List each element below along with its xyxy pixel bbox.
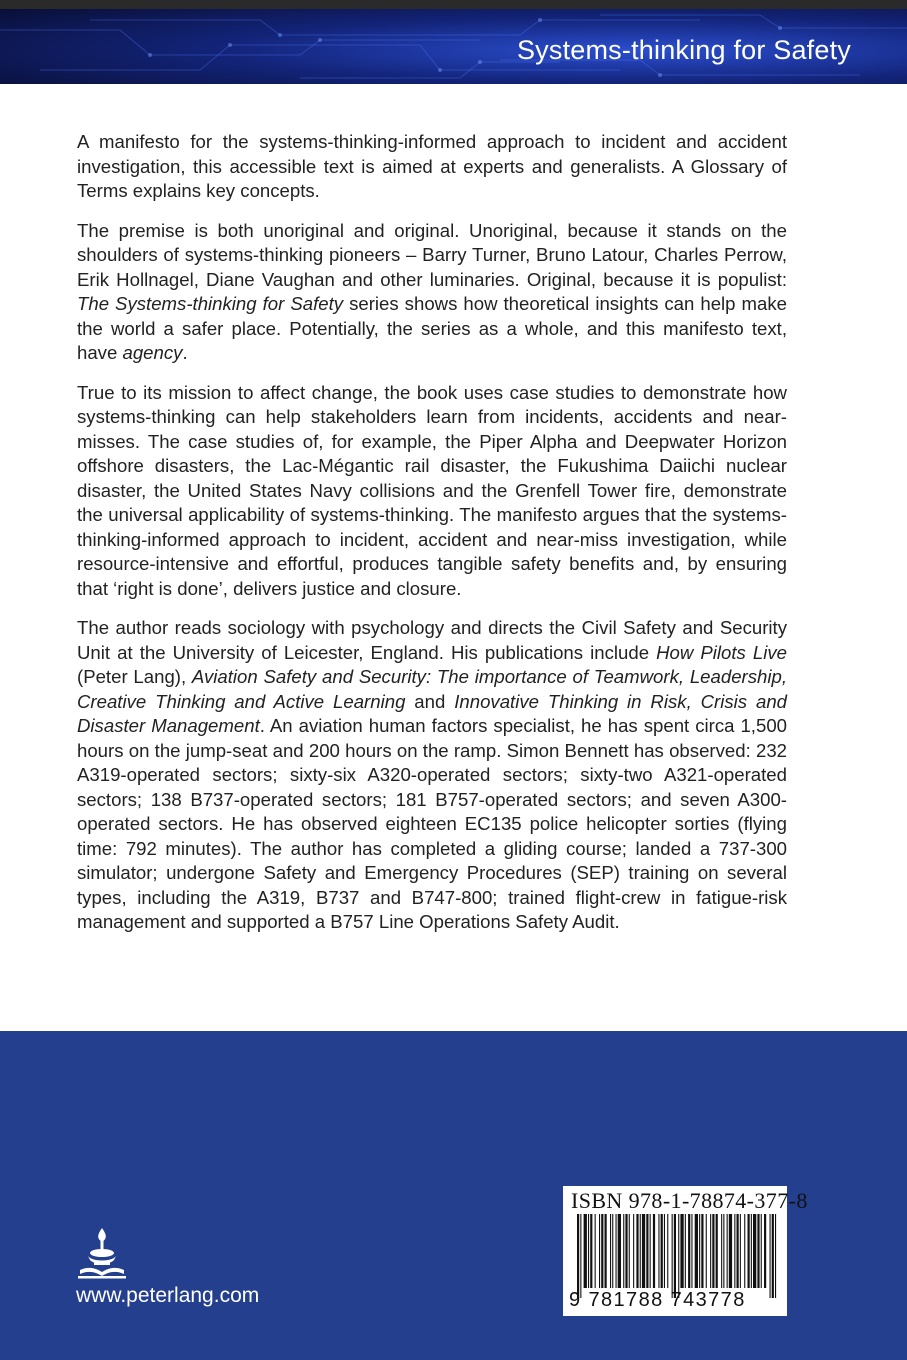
header-banner bbox=[0, 0, 907, 84]
paragraph-intro: A manifesto for the systems-thinking-informed approach to incident and accident investigation, this accessible text is aimed at experts and generalists. A Glossary of Terms explains key concepts. bbox=[77, 131, 787, 201]
bio-text-c: and bbox=[405, 690, 455, 712]
bio-text-a: The author reads sociology with psychology and directs the Civil Safety and Security Unit at the University of Leicester, England. His publications include bbox=[77, 617, 787, 663]
publication-title-3: Innovative Thinking in Risk, Crisis and Disaster Management bbox=[77, 690, 788, 736]
peter-lang-logo-icon bbox=[74, 1226, 130, 1282]
blurb-text bbox=[77, 130, 787, 950]
series-title: Systems-thinking for Safety bbox=[516, 35, 851, 65]
series-name-italic: The Systems-thinking for Safety bbox=[77, 293, 344, 314]
premise-text-c: . bbox=[182, 342, 188, 363]
premise-text-a: The premise is both unoriginal and original. Unoriginal, because it stands on the shoulders of systems-thinking pioneers – Barry Turner, Bruno Latour, Charles Perrow, Erik Hollnagel, Diane Vaughan and other luminaries. Original, because it is populist: bbox=[77, 219, 787, 290]
publication-title-2: Aviation Safety and Security: The importance of Teamwork, Leadership, Creative Thinking and Active Learning bbox=[77, 666, 787, 712]
paragraph-premise bbox=[77, 219, 787, 366]
barcode-digits: 9 781788 743778 bbox=[569, 1289, 746, 1311]
bio-text-b: (Peter Lang), bbox=[77, 666, 192, 687]
paragraph-case-studies: True to its mission to affect change, the book uses case studies to demonstrate how systems-thinking can help stakeholders learn from incidents, accidents and near-misses. The case studies of, for example, the Piper Alpha and Deepwater Horizon offshore disasters, the Lac-Mégantic rail disaster, the Fukushima Daiichi nuclear disaster, the United States Navy collisions and the Grenfell Tower fire, demonstrate the universal applicability of systems-thinking. The manifesto argues that the systems-thinking-informed approach to incident, accident and near-miss investigation, while resource-intensive and effortful, produces tangible safety benefits and, by ensuring that ‘right is done’, delivers justice and closure. bbox=[77, 381, 787, 599]
barcode-graphic bbox=[569, 1214, 781, 1298]
publisher-url-link[interactable]: www.peterlang.com bbox=[76, 1284, 260, 1307]
premise-text-b: series shows how theoretical insights can help make the world a safer place. Potentially, the series as a whole, and this manifesto text, have bbox=[77, 293, 787, 363]
paragraph-author-bio bbox=[77, 616, 787, 935]
isbn-barcode-box bbox=[563, 1186, 808, 1316]
bio-text-d: . An aviation human factors specialist, he has spent circa 1,500 hours on the jump-seat and 200 hours on the ramp. Simon Bennett has observed: 232 A319-operated sectors; sixty-six A320-operated sectors; sixty-two A321-operated sectors; 138 B737-operated sectors; 181 B757-operated sectors; and seven A300-operated sectors. He has observed eighteen EC135 police helicopter sorties (flying time: 792 minutes). The author has completed a gliding course; landed a 737-300 simulator; undergone Safety and Emergency Procedures (SEP) training on several types, including the A319, B737 and B747-800; trained flight-crew in fatigue-risk management and supported a B757 Line Operations Safety Audit. bbox=[77, 715, 787, 932]
agency-italic: agency bbox=[122, 342, 183, 363]
publication-title-1: How Pilots Live bbox=[656, 641, 787, 663]
isbn-label: ISBN 978-1-78874-377-8 bbox=[571, 1188, 808, 1213]
